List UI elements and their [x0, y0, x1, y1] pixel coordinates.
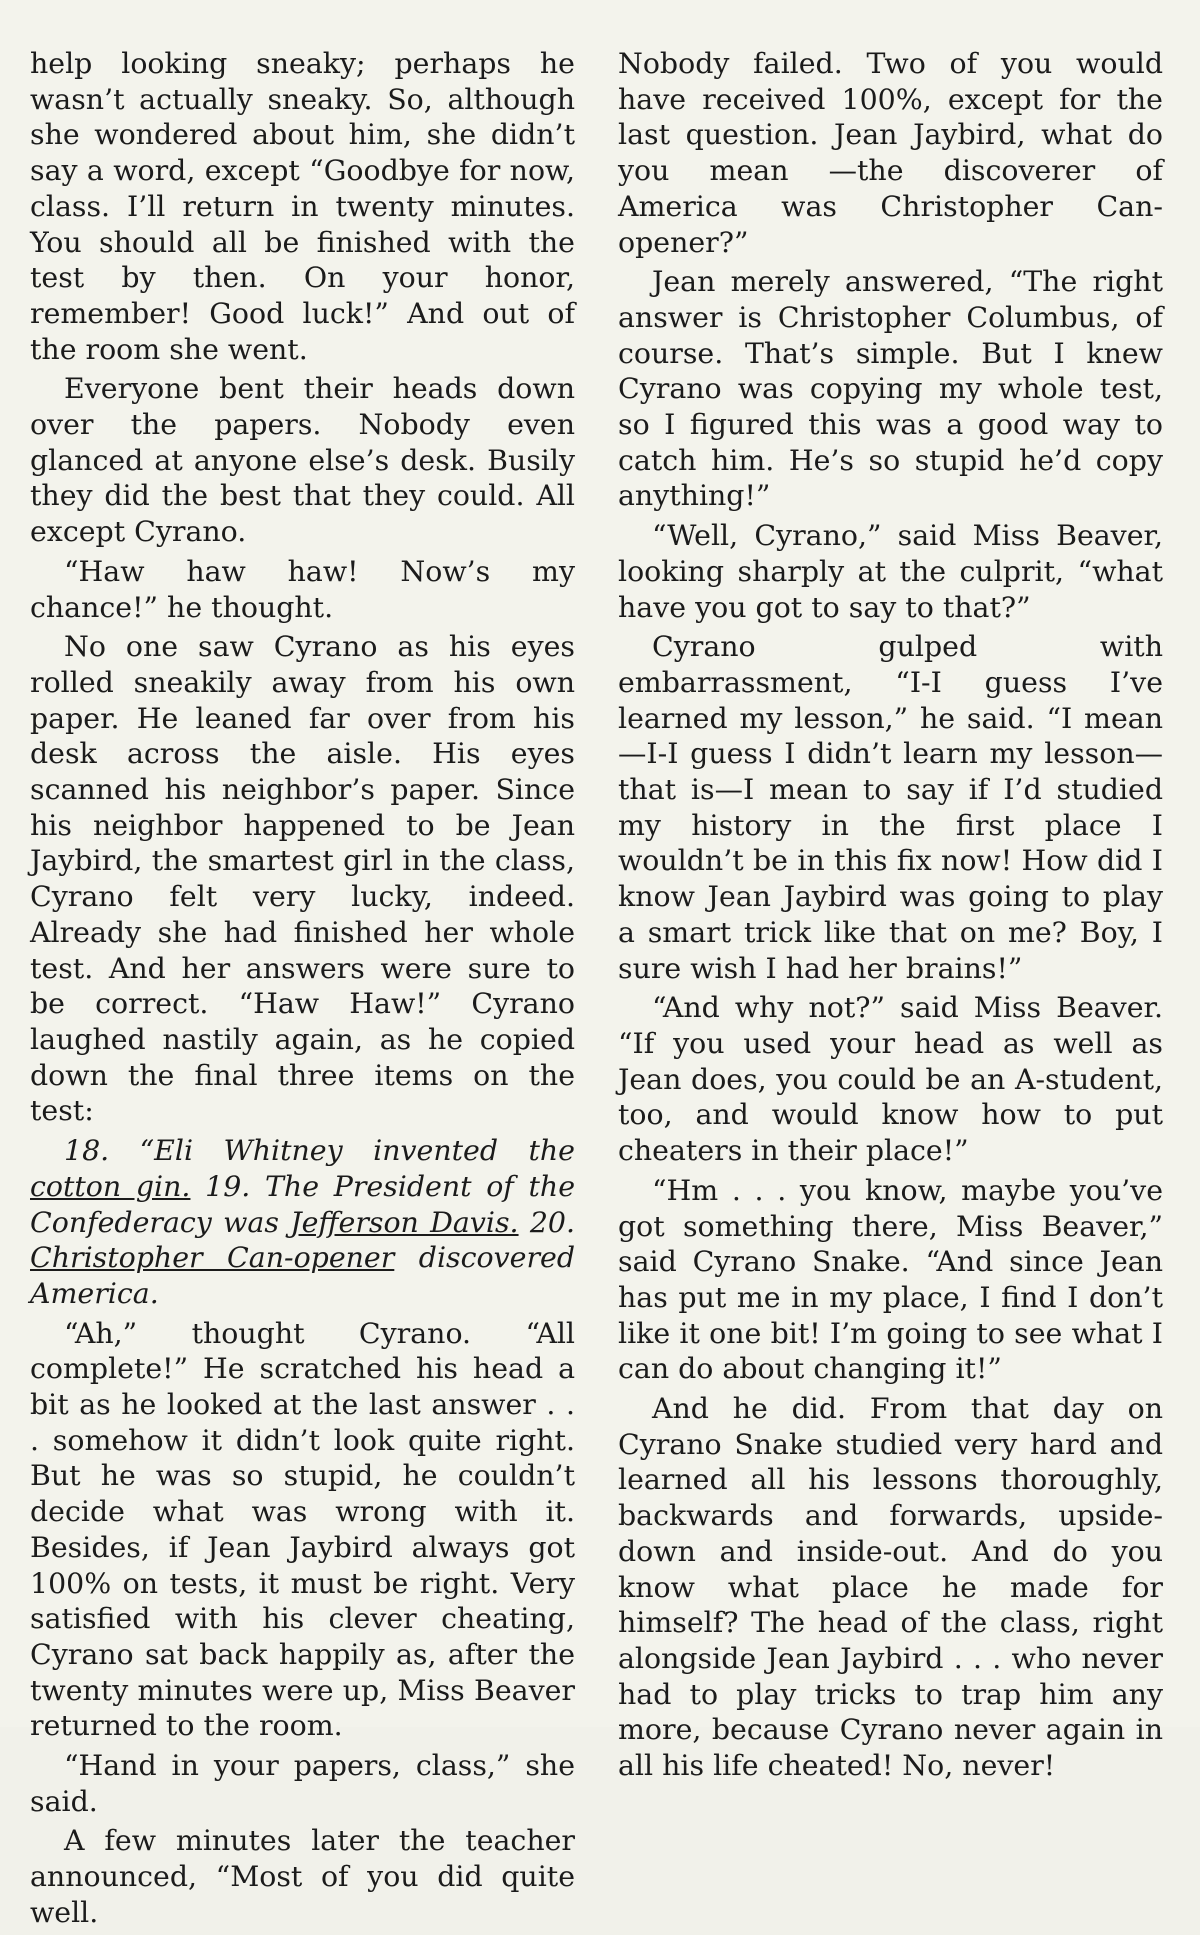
column-gutter — [596, 40, 597, 1680]
test-answers — [30, 1133, 575, 1312]
paragraph: help looking sneaky; perhaps he wasn’t actually sneaky. So, although she wondered about him, she didn’t say a word, except “Goodbye for now, class. I’ll return in twenty minutes. You should all be finished with the test by then. On your honor, remember! Good luck!” And out of the room she went. — [30, 47, 575, 366]
paragraph: Cyrano gulped with embarrassment, “I-I guess I’ve learned my lesson,” he said. “I mean—I-I guess I didn’t learn my lesson—that is—I mean to say if I’d studied my history in the first place I wouldn’t be in this fix now! How did I know Jean Jaybird was going to play a smart trick like that on me? Boy, I sure wish I had her brains!” — [618, 630, 1163, 985]
paragraph: “Haw haw haw! Now’s my chance!” he thought. — [30, 554, 575, 624]
paragraph: Nobody failed. Two of you would have received 100%, except for the last question. Jean Jaybird, what do you mean —the discoverer of America was Christopher Can-opener?” — [618, 47, 1163, 259]
left-column — [30, 46, 575, 1935]
answer-text: discovered America. — [30, 1241, 576, 1310]
right-column — [618, 46, 1163, 1788]
paragraph: “Well, Cyrano,” said Miss Beaver, looking sharply at the culprit, “what have you got to say to that?” — [618, 519, 1163, 624]
paragraph: “Ah,” thought Cyrano. “All complete!” He scratched his head a bit as he looked at the last answer . . . somehow it didn’t look quite right. But he was so stupid, he couldn’t decide what was wrong with it. Besides, if Jean Jaybird always got 100% on tests, it must be right. Very satisfied with his clever cheating, Cyrano sat back happily as, after the twenty minutes were up, Miss Beaver returned to the room. — [30, 1316, 575, 1743]
paragraph: A few minutes later the teacher announced, “Most of you did quite well. — [30, 1824, 575, 1929]
paragraph: And he did. From that day on Cyrano Snake studied very hard and learned all his lessons thoroughly, backwards and forwards, upside-down and inside-out. And do you know what place he made for himself? The head of the class, right alongside Jean Jaybird . . . who never had to play tricks to trap him any more, because Cyrano never again in all his life cheated! No, never! — [618, 1392, 1163, 1783]
paragraph: “Hm . . . you know, maybe you’ve got something there, Miss Beaver,” said Cyrano Snake. “And since Jean has put me in my place, I find I don’t like it one bit! I’m going to see what I can do about changing it!” — [618, 1173, 1163, 1386]
paragraph: “And why not?” said Miss Beaver. “If you used your head as well as Jean does, you could be an A-student, too, and would know how to put cheaters in their place!” — [618, 991, 1163, 1168]
answer-text: 20. — [518, 1205, 575, 1239]
answer-text: 19. The President of the Confederacy was — [30, 1169, 575, 1239]
paragraph: No one saw Cyrano as his eyes rolled sneakily away from his own paper. He leaned far over from his desk across the aisle. His eyes scanned his neighbor’s paper. Since his neighbor happened to be Jean Jaybird, the smartest girl in the class, Cyrano felt very lucky, indeed. Already she had finished her whole test. And her answers were sure to be correct. “Haw Haw!” Cyrano laughed nastily again, as he copied down the final three items on the test: — [30, 630, 575, 1128]
paragraph: Jean merely answered, “The right answer is Christopher Columbus, of course. That’s simple. But I knew Cyrano was copying my whole test, so I figured this was a good way to catch him. He’s so stupid he’d copy anything!” — [618, 265, 1163, 513]
paragraph: “Hand in your papers, class,” she said. — [30, 1749, 575, 1818]
paragraph: Everyone bent their heads down over the papers. Nobody even glanced at anyone else’s desk. Busily they did the best that they could. All except Cyrano. — [30, 372, 575, 549]
answer-underlined: cotton gin. — [30, 1169, 191, 1203]
answer-text: 18. “Eli Whitney invented the — [64, 1134, 575, 1168]
answer-underlined: Christopher Can-opener — [30, 1241, 395, 1275]
answer-underlined: Jefferson Davis. — [290, 1205, 519, 1239]
